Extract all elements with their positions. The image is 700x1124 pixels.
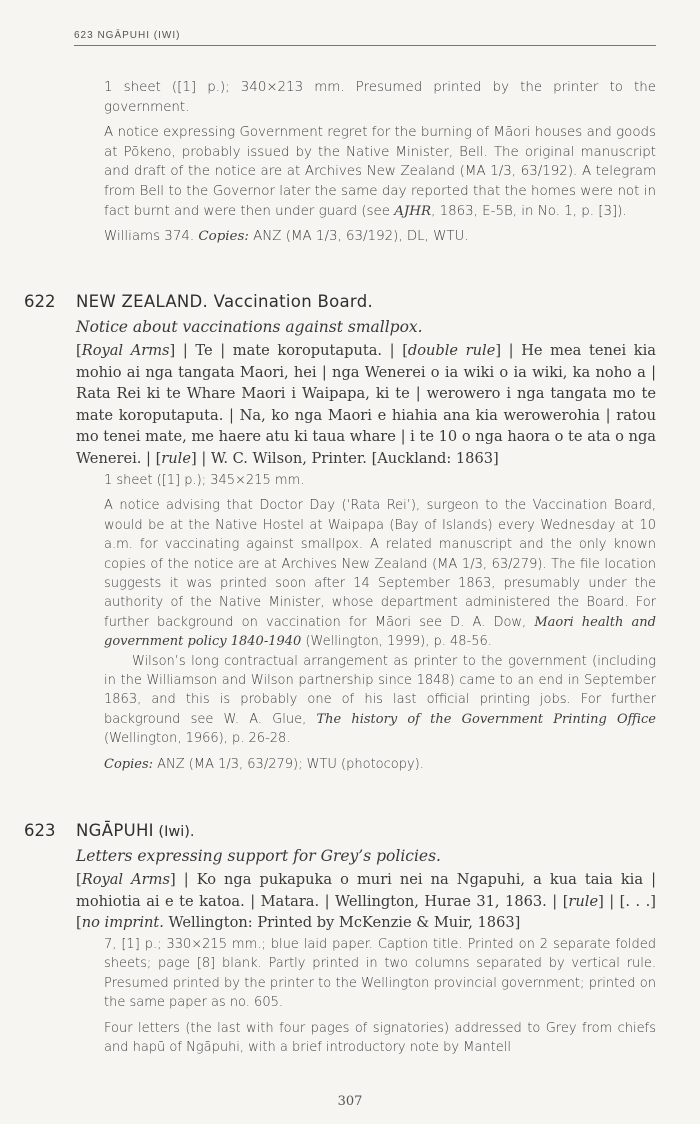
entry-623-heading — [24, 821, 195, 840]
carryover-copies — [104, 227, 656, 247]
title-part-f: Wellington: Printed by McKenzie & Muir, 1863] — [163, 914, 521, 931]
title-part-d: ] | [. . .] [ — [76, 892, 656, 931]
entry-heading-text: NGĀPUHI — [76, 821, 154, 840]
copies-label: Copies: — [198, 229, 249, 245]
carryover-copies-ref: Williams 374. — [104, 229, 199, 245]
entry-622-title-block — [76, 316, 656, 469]
carryover-copies-text: ANZ (MA 1/3, 63/192), DL, WTU. — [248, 229, 469, 245]
note-text: A notice advising that Doctor Day (‘Rata Rei’), surgeon to the Vaccination Board, would be at the Native Hostel at Waipapa (Bay of Islands) every Wednesday at 10 a.m. for vaccinating against smallpox. A related manuscript and the only known copies of the notice are at Archives New Zealand (MA 1/3, 63/279). The file location suggests it was printed soon after 14 September 1863, presumably under the authority of the Native Minister, whose department administered the Board. For further background on vaccination for Māori see D. A. Dow, — [104, 498, 656, 630]
entry-note — [104, 496, 656, 651]
carryover-note-tail: , 1863, E-5B, in No. 1, p. [3]). — [431, 203, 627, 219]
title-part-f: ] | W. C. Wilson, Printer. [Auckland: 1863] — [190, 449, 499, 467]
copies-label: Copies: — [104, 756, 153, 772]
title-italic-c: double rule — [407, 342, 496, 359]
note-tail: (Wellington, 1999), p. 48-56. — [301, 634, 492, 650]
note-tail: (Wellington, 1966), p. 26-28. — [104, 731, 291, 747]
header-rule — [74, 45, 656, 46]
entry-heading-text: NEW ZEALAND. Vaccination Board. — [76, 292, 374, 311]
carryover-note-italic: AJHR — [394, 203, 432, 219]
entry-format: 1 sheet ([1] p.); 345×215 mm. — [104, 473, 305, 488]
entry-623-title-block — [76, 845, 656, 934]
title-part-b: ] | Ko nga pukapuka o muri nei na Ngapuhi, a kua taia kia | mohiotia ai e te katoa. | Matara. | Wellington, Hurae 31, 1863. | [ — [76, 871, 656, 910]
note-italic: The history of the Government Printing Office — [316, 711, 656, 727]
entry-note-2 — [104, 652, 656, 749]
running-head: 623 NGĀPUHI (IWI) — [74, 30, 181, 41]
title-italic-a: Royal Arms — [81, 342, 170, 359]
title-part-d: ] | He mea tenei kia mohio ai nga tangata Maori, hei | nga Wenerei o ia wiki o ia wiki, ka noho a | Rata Rei ki te Whare Maori i Waipapa, ki te | werowero i nga tangata mo te mate koroputaputa. | Na, ko nga Maori e hiahia ana kia werowerohia | ratou mo tenei mate, me haere atu ki taua whare | i te 10 o nga haora o te ata o nga Wenerei. | [ — [76, 342, 656, 467]
entry-copies — [104, 755, 656, 774]
note-italic: Maori health and government policy 1840-1940 — [104, 614, 656, 650]
title-italic-a: Royal Arms — [81, 871, 170, 888]
entry-number: 623 — [24, 821, 56, 840]
entry-subtitle: Notice about vaccinations against smallpox. — [76, 318, 423, 336]
carryover-format: 1 sheet ([1] p.); 340×213 mm. Presumed printed by the printer to the government. — [104, 80, 656, 115]
entry-note: Four letters (the last with four pages of signatories) addressed to Grey from chiefs and hapū of Ngāpuhi, with a brief introductory note by Mantell — [104, 1020, 656, 1056]
entry-transcription: [Royal Arms] | Ko nga pukapuka o muri nei na Ngapuhi, a kua taia kia | mohiotia ai e te katoa. | Matara. | Wellington, Hurae 31, 1863. | [rule] | [. . .] [no imprint. Wellington: Printed by McKenzie & Muir, 1863] — [76, 871, 656, 931]
entry-heading-suffix: (Iwi). — [153, 824, 195, 840]
entry-format: 7, [1] p.; 330×215 mm.; blue laid paper. Caption title. Printed on 2 separate folded sheets; page [8] blank. Partly printed in two columns separated by vertical rule. Presumed printed by the printer to the Wellington provincial government; printed on the same paper as no. 605. — [104, 937, 656, 1011]
carryover-note-text: A notice expressing Government regret for the burning of Māori houses and goods at Pōkeno, probably issued by the Native Minister, Bell. The original manuscript and draft of the notice are at Archives New Zealand (MA 1/3, 63/192). A telegram from Bell to the Governor later the same day reported that the homes were not in fact burnt and were then under guard (see — [104, 125, 656, 219]
entry-number: 622 — [24, 292, 56, 311]
title-italic-c: rule — [568, 892, 599, 910]
title-italic-e: no imprint. — [81, 914, 164, 931]
carryover-entry — [104, 78, 656, 247]
entry-623-notes — [104, 935, 656, 1057]
entry-622-notes — [104, 471, 656, 774]
entry-subtitle: Letters expressing support for Grey’s policies. — [76, 847, 441, 865]
title-italic-e: rule — [161, 449, 191, 467]
copies-text: ANZ (MA 1/3, 63/279); WTU (photocopy). — [153, 756, 424, 772]
entry-622-heading — [24, 292, 373, 311]
note-text: Wilson’s long contractual arrangement as printer to the government (including in the Williamson and Wilson partnership since 1848) came to an end in September 1863, and this is probably one of his last official printing jobs. For further background see W. A. Glue, — [104, 653, 656, 727]
carryover-note — [104, 123, 656, 221]
entry-transcription: [Royal Arms] | Te | mate koroputaputa. | [double rule] | He mea tenei kia mohio ai nga tangata Maori, hei | nga Wenerei o ia wiki o ia wiki, ka noho a | Rata Rei ki te Whare Maori i Waipapa, ki te | werowero i nga tangata mo te mate koroputaputa. | Na, ko nga Maori e hiahia ana kia werowerohia | ratou mo tenei mate, me haere atu ki taua whare | i te 10 o nga haora o te ata o nga Wenerei. | [rule] | W. C. Wilson, Printer. [Auckland: 1863] — [76, 342, 656, 467]
page-number: 307 — [337, 1094, 363, 1109]
title-part-b: ] | Te | mate koroputaputa. | [ — [169, 342, 408, 359]
